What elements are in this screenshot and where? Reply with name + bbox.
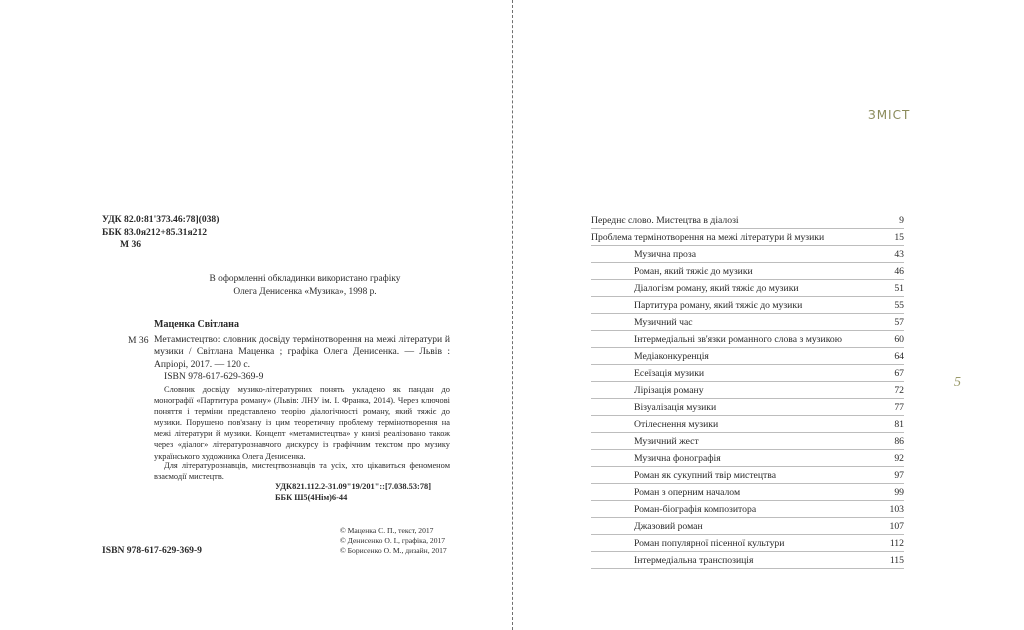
bbk-code: ББК 83.0я212+85.31я212 bbox=[102, 226, 208, 238]
toc-entry[interactable] bbox=[591, 467, 904, 484]
toc-entry[interactable] bbox=[591, 331, 904, 348]
toc-entry[interactable] bbox=[591, 263, 904, 280]
toc-entry-page: 15 bbox=[894, 232, 904, 243]
toc-entry-page: 9 bbox=[899, 215, 904, 226]
toc-entry-title: Діалогізм роману, який тяжіє до музики bbox=[634, 283, 799, 294]
toc-entry-title: Роман як сукупний твір мистецтва bbox=[634, 470, 777, 481]
toc-entry-page: 57 bbox=[894, 317, 904, 328]
toc-entry-page: 67 bbox=[894, 368, 904, 379]
toc-entry-title: Інтермедіальна транспозиція bbox=[634, 555, 754, 566]
cutter-code: М 36 bbox=[120, 239, 142, 251]
toc-entry-page: 51 bbox=[894, 283, 904, 294]
toc-entry-page: 77 bbox=[894, 402, 904, 413]
toc-entry-page: 92 bbox=[894, 453, 904, 464]
toc-entry-page: 115 bbox=[889, 555, 904, 566]
toc-entry-title: Роман-біографія композитора bbox=[634, 504, 757, 515]
audience-note: Для літературознавців, мистецтвознавців та усіх, хто цікавиться феноменом взаємодії мистецтв. bbox=[154, 461, 450, 482]
toc-entry[interactable] bbox=[591, 382, 904, 399]
toc-entry-title: Партитура роману, який тяжіє до музики bbox=[634, 300, 803, 311]
toc-entry[interactable] bbox=[591, 297, 904, 314]
toc-title: ЗМІСТ bbox=[868, 108, 911, 122]
classification-codes bbox=[275, 481, 431, 503]
toc-entry[interactable] bbox=[591, 348, 904, 365]
copyright-block bbox=[340, 526, 447, 557]
toc-entry-title: Лірізація роману bbox=[634, 385, 704, 396]
page-number: 5 bbox=[954, 375, 961, 390]
toc-entry-title: Проблема термінотворення на межі літератури й музики bbox=[591, 232, 825, 243]
toc-entry-page: 43 bbox=[894, 249, 904, 260]
cutter-mark: М 36 bbox=[128, 335, 149, 346]
toc-entry-page: 81 bbox=[894, 419, 904, 430]
toc-entry[interactable] bbox=[591, 501, 904, 518]
toc-entry[interactable] bbox=[591, 280, 904, 297]
toc-entry-page: 72 bbox=[894, 385, 904, 396]
toc-entry[interactable] bbox=[591, 518, 904, 535]
toc-entry-page: 46 bbox=[894, 266, 904, 277]
copyright-line: © Маценка С. П., текст, 2017 bbox=[340, 526, 434, 535]
toc-entry[interactable] bbox=[591, 229, 904, 246]
toc-entry[interactable] bbox=[591, 433, 904, 450]
toc-entry[interactable] bbox=[591, 399, 904, 416]
toc-entry-title: Джазовий роман bbox=[634, 521, 703, 532]
cover-note: В оформленні обкладинки використано графіку Олега Денисенка «Музика», 1998 р. bbox=[209, 274, 401, 297]
udk-code-secondary: УДК821.112.2-31.09"19/201"::[7.038.53:78] bbox=[275, 482, 431, 491]
copyright-line: © Борисенко О. М., дизайн, 2017 bbox=[340, 546, 447, 556]
toc-entry-page: 64 bbox=[894, 351, 904, 362]
table-of-contents bbox=[591, 212, 904, 569]
toc-entry[interactable] bbox=[591, 246, 904, 263]
toc-entry[interactable] bbox=[591, 212, 904, 229]
isbn-bottom: ISBN 978-617-629-369-9 bbox=[102, 545, 202, 556]
book-description: Метамистецтво: словник досвіду термінотворення на межі літератури й музики / Світлана Маценка ; графіка Олега Денисенка. — Львів : Апріорі, 2017. — 120 с. bbox=[154, 334, 450, 370]
toc-entry[interactable] bbox=[591, 535, 904, 552]
toc-entry-title: Отілеснення музики bbox=[634, 419, 719, 430]
toc-entry-title: Переднє слово. Мистецтва в діалозі bbox=[591, 215, 739, 226]
toc-entry-title: Музична фонографія bbox=[634, 453, 721, 464]
toc-entry[interactable] bbox=[591, 484, 904, 501]
toc-entry-title: Роман популярної пісенної культури bbox=[634, 538, 785, 549]
book-abstract: Словник досвіду музико-літературних понять укладено як пандан до монографії «Партитура роману» (Львів: ЛНУ ім. І. Франка, 2014). Через ключові поняття і терміни представлено теорію діалогічності роману, який тяжіє до музики. Порушено пов'язану із цим теоретичну проблему термінотворення на межі літератури й музики. Концепт «метамистецтва» у книзі реалізовано також через «діалог» літературознавчого дискурсу із графічним текстом про музику українського художника Олега Денисенка. bbox=[154, 385, 450, 461]
toc-entry[interactable] bbox=[591, 450, 904, 467]
toc-entry[interactable] bbox=[591, 365, 904, 382]
toc-entry-title: Музичний жест bbox=[634, 436, 699, 447]
udk-code: УДК 82.0:81'373.46:78](038) bbox=[102, 214, 220, 225]
toc-entry-title: Музичний час bbox=[634, 317, 693, 328]
toc-entry-page: 107 bbox=[889, 521, 904, 532]
isbn-line: ISBN 978-617-629-369-9 bbox=[164, 371, 264, 382]
toc-entry-page: 86 bbox=[894, 436, 904, 447]
toc-entry-title: Візуалізація музики bbox=[634, 402, 717, 413]
toc-entry-page: 103 bbox=[889, 504, 904, 515]
toc-entry-title: Інтермедіальні зв'язки романного слова з музикою bbox=[634, 334, 842, 345]
toc-entry-title: Есеїзація музики bbox=[634, 368, 705, 379]
page-fold-divider bbox=[512, 0, 513, 630]
toc-entry-title: Медіаконкуренція bbox=[634, 351, 709, 362]
toc-entry-title: Музична проза bbox=[634, 249, 697, 260]
toc-entry-page: 60 bbox=[894, 334, 904, 345]
toc-entry-title: Роман, який тяжіє до музики bbox=[634, 266, 753, 277]
toc-entry[interactable] bbox=[591, 552, 904, 569]
toc-entry-page: 99 bbox=[894, 487, 904, 498]
toc-entry-page: 55 bbox=[894, 300, 904, 311]
copyright-line: © Денисенко О. І., графіка, 2017 bbox=[340, 536, 446, 546]
toc-entry[interactable] bbox=[591, 314, 904, 331]
toc-entry-page: 112 bbox=[889, 538, 904, 549]
toc-entry-page: 97 bbox=[894, 470, 904, 481]
bbk-code-secondary: ББК Ш5(4Нім)6-44 bbox=[275, 493, 348, 502]
bibliographic-codes bbox=[102, 214, 219, 252]
toc-entry[interactable] bbox=[591, 416, 904, 433]
author-name: Маценка Світлана bbox=[154, 319, 239, 330]
toc-entry-title: Роман з оперним началом bbox=[634, 487, 741, 498]
